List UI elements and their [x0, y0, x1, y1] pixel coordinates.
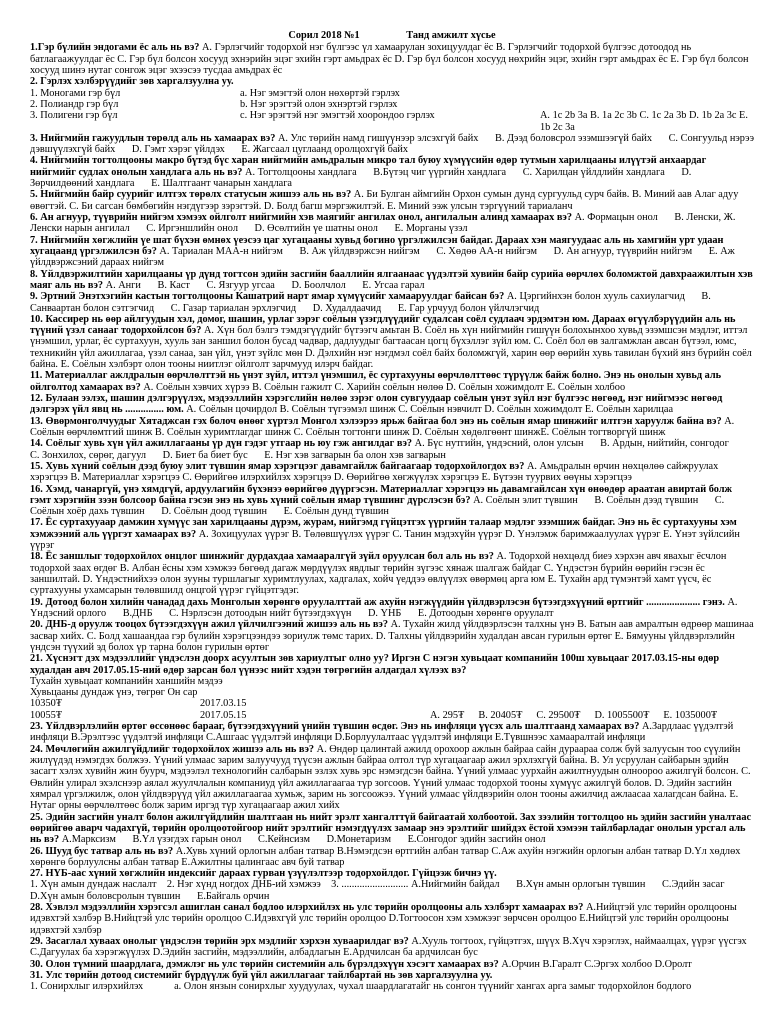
option-b[interactable]: B. Миний аав Алаг адуу өвөгтэй. [30, 189, 739, 212]
option-a[interactable]: A. Гэрлэгчийг тодорхой нэг бүлгээс үл хамаарулан зохицуулдаг ёс [202, 42, 494, 54]
option-c[interactable]: C. Болд хашаандаа гэр бүлийн хэрэгцээндээ зориулж төмс тарих. [86, 630, 374, 642]
option-d[interactable]: D. Ан агнуур, түүврийн нийгэм [553, 245, 693, 257]
option-a[interactable]: A. Соёлын өөрчлөмтгий шинж [30, 415, 735, 438]
question-text: 23. Үйлдвэрлэлийн өртөг өссөнөөс барааг, бүтээгдэхүүний үнийн түвшин өсдөг. Энэ нь инфляци үүсэх аль шалтгаанд хамаарах вэ? [30, 721, 640, 733]
question-18 [30, 551, 754, 596]
price-table [30, 698, 370, 709]
option-b[interactable]: B.Гаралт [542, 958, 582, 970]
option-d[interactable]: D. Соёлын хөдөлгөөнт шинжE. Соёлын тогтворгүй шинж [412, 426, 666, 438]
option-e[interactable]: E. Соёлын хэлбэрт олон тооны ниитлэг ойлголт зарчмууд илэрч байдаг. [60, 359, 374, 371]
question-text: 9. Эртний Энэтхэгийн кастын тогтолцооны Кашатрий нарт ямар хүмүүсийг хамааруулдаг байсан бэ? [30, 291, 505, 303]
option-c[interactable]: C. Сонгуульд нэрээ дэвшүүлэхгүй байх [30, 132, 754, 156]
question-text: 8. Үйлдвэржилтийн харилцааны үр дүнд тогтсон эдийн засгийн бааллийн ялгаанаас үүдэлтэй хувийн байр сурийа өөрчлөх боломжтой давхраажилтын хэв маяг аль нь вэ? [30, 268, 753, 291]
question-text: 7. Нийгмийн хөгжлийн үе шат бүхэн өмнөх үеэсээ цаг хугацааны хувьд богино үргэлжилсэн байдаг. Дараах хэн маягуудаас аль нь хамгийн урт удаан хугацаанд үргэлжилсэн бэ? [30, 234, 724, 257]
question-text: 12. Булаан ээлэх, шашин дэлгэрүүлэх, мэдээллийн хэрэгслийн нөлөө зэрэг олон сувгуудаар соёлын үнэт зүйл нэг бүлгээс нөгөөд, нэг нийгмээс нөгөөд дэлгэрэх үйл явц нь ............... юм. [30, 393, 723, 416]
option-e[interactable]: E. Соёлын холбоо [546, 381, 626, 393]
question-text: 10. Кассирер нь өөр айлгуудын хэл, домог, шашин, урлаг зэрэг соёлын үзэгдлүүдийг судалсан соёл судлаач эрдэмтэн юм. Дараах өгүүлбэрүүдийн аль нь түүний үзэл санааг тодорхойлсон бэ? [30, 313, 736, 337]
option-a[interactable]: A. Тогтолцооны хандлага [245, 166, 357, 178]
option-a[interactable]: A. Цэргийнхэн болон хууль сахиулагчид [506, 291, 685, 303]
question-text: 21. Хүснэгт дэх мэдээллийг үндэслэн доорх асуултын зөв хариултыг олно уу? Иргэн С нэгэн хувьцаат компанийн 100ш хувьцааг 2017.03.15-ны өдөр худалдан авч 2017.05.15-ний өдөр зарсан бол үүнээс нийт хэдэн төгрөгийн алдагдал хүлээх вэ? [30, 653, 720, 676]
option-e[interactable]: E. Морганы үзэл [394, 223, 468, 235]
option-d[interactable]: D. Соёлын хожимдолт [445, 381, 544, 393]
option-a[interactable]: A. 295₮ [430, 709, 465, 721]
option-b[interactable]: B.Үл үзэгдэх гарын онол [132, 834, 242, 846]
table-cell: 10350₮ [30, 698, 63, 710]
option-c[interactable]: C.Эргэх холбоо [584, 958, 652, 970]
option-c[interactable]: C. Гэр бүл болсон хосууд эхнэрийн эцэг эхийн гэрт амьдрах ёс [117, 53, 392, 65]
question-7 [30, 235, 754, 269]
option-c[interactable]: C. Би сагсан бөмбөгийн нэгдүгээр зэрэгтэй. [69, 200, 262, 212]
question-text: 26. Шууд бус татвар аль нь вэ? [30, 845, 174, 857]
option-e[interactable]: E. Гар урчууд болон үйлчлэгчид [397, 302, 540, 314]
question-text: 31. Улс төрийн дотоод системийг бүрдүүлж буй үйл ажиллагааг тайлбартай нь зөв харгалзуулна уу. [30, 969, 493, 981]
option-e[interactable]: E.Байгаль орчин [197, 890, 270, 902]
option-d[interactable]: D. Үндэстнийхээ олон зууны туршлагыг хуримтлуулах, хадгалах, хойч үеддээ өвлүүлэх өвөрмөц арга юм [82, 574, 546, 585]
option-d[interactable]: D. Соёлын хожимдолт [484, 404, 583, 416]
option-c[interactable]: C. Танин мэдэхүйн үүрэг [392, 528, 503, 540]
option-a[interactable]: A. Тариалан МАА-н нийгэм [159, 245, 283, 257]
match-left: 2. Полиандр гэр бүл [30, 98, 119, 110]
question-20 [30, 619, 754, 653]
question-28 [30, 902, 754, 936]
question-5 [30, 189, 754, 212]
option-b[interactable]: B.ДНБ [122, 607, 153, 619]
option-e[interactable]: E. Бямууны үйлдвэрлэлийн үндсэн түүхий эд болох үр тарна болон гурилын өртөг [30, 630, 735, 653]
question-text: 5. Нийгмийн байр суурийг илтгэх төрөлх статусын жишээ аль нь вэ? [30, 189, 352, 201]
option-d[interactable]: D. Өөрийгөө хөгжүүлэх хэрэгцээ [333, 472, 479, 484]
question-17 [30, 517, 754, 551]
option-e[interactable]: E. Нутаг орны өөрчлөлтөөс болж зарим иргэд түр хугацаагаар ажил хийх [30, 788, 739, 812]
question-text: 19. Дотоод болон хилийн чанадад дахь Монголын хөрөнгө оруулалттай аж ахуйн нэгжүүдийн үйлдвэрлэсэн бүтээгдэхүүний өртгийг ..................... гэнэ. [30, 596, 725, 608]
option-b[interactable]: B. 20405₮ [478, 709, 523, 721]
question-29 [30, 936, 754, 959]
option-c[interactable]: C. Соёлын нэвчилт [398, 404, 482, 416]
option-d[interactable]: D.Эдийн засгийн, мэдээллийн, албадлагын [152, 947, 341, 959]
option-c[interactable]: C.Кейнсизм [257, 834, 310, 846]
question-27 [30, 868, 754, 902]
option-b[interactable]: B. Соёлын дээд түвшин [594, 494, 699, 506]
option-d[interactable]: D. Боолчлол [291, 279, 346, 291]
option-d[interactable]: D.Борлуулалтаас үүдэлтэй инфляци [334, 732, 493, 744]
page-header [30, 30, 754, 41]
option-b[interactable]: B. Соёлын гажилт [252, 381, 332, 393]
question-9 [30, 291, 754, 314]
option-b[interactable]: B.Нийцтэй улс төрийн оролцоо [104, 913, 243, 925]
option-b[interactable]: B. Дээд боловсрол эзэмшээгүй байх [495, 132, 652, 144]
option-d[interactable]: D. Болд багш мэргэжилтэй. [263, 200, 385, 212]
question-text: 29. Засаглал хуваах онолыг үндэслэн төрийн эрх мэдлийг хэрхэн хуваарилдаг вэ? [30, 936, 409, 947]
option-e[interactable]: E. Үнэт зүйлсийн үүрэг [30, 528, 740, 552]
option-b[interactable]: B. Албан ёсны хэм хэмжээ бөгөөд дагаж мөрдүүлэх явдлыг төрийн зүгээс хянаж шалгаж байдаг [119, 562, 542, 574]
option-b[interactable]: B. Ленски, Ж. Ленски нарын ангилал [30, 212, 736, 235]
option-a[interactable]: A. Хүн бол бэлгэ тэмдэгүүдийг бүтээгч амьтан [203, 325, 411, 337]
table-title: Тухайн хувьцаат компанийн ханшийн мэдээ [30, 675, 223, 687]
option-a[interactable]: A. Бүс нутгийн, үндэсний, олон улсын [414, 438, 584, 450]
option-c[interactable]: C. Соёл бол өв залгамжлан авсан бүтээл, юмс, техникийн үйл ажиллагаа, үзэл санаа, зан үйл, үнэт зүйлс мөн [30, 336, 737, 359]
option-e[interactable]: E.Түвшнээс хамааралтай инфляци [494, 732, 646, 744]
question-text: 15. Хувь хүний соёлын дээд буюу элит түвшин ямар хэрэгцээг давамгайлж байгаагаар тодорхойлогдох вэ? [30, 460, 525, 472]
option-e[interactable]: E.Нийцтэй улс төрийн оролцооны идэвхтэй хэлбэр [30, 913, 729, 936]
option-b[interactable]: B.Хүн амын орлогын түвшин [516, 879, 646, 891]
table-header: Хувьцааны дундаж үнэ, төгрөг Он сар [30, 687, 198, 699]
option-a[interactable]: A.Хувь хүний орлогын албан татвар [175, 845, 335, 857]
option-d[interactable]: D. ҮНБ [367, 607, 402, 619]
option-c[interactable]: C. Харийн соёлын нөлөө [334, 381, 444, 393]
question-text: 17. Ёс суртахууаар дамжин хүмүүс зан харилцааны дүрэм, журам, нийгэмд гүйцэтгэх үүргийн талаар мэдлэг эзэмшиж байдаг. Энэ нь ёс суртахууны хэм хэмжээний аль үүргэт хамаарах вэ? [30, 517, 737, 540]
match-choices[interactable]: A. 1c 2b 3a B. 1a 2c 3b C. 1c 2a 3b D. 1b 2a 3c E. 1b 2c 3a [540, 110, 748, 133]
option-b[interactable]: B.Эрэлтээс үүдэлтэй инфляци [70, 732, 204, 744]
question-8 [30, 269, 754, 292]
question-4 [30, 155, 754, 189]
option-e[interactable]: E. Соёлын харилцаа [584, 404, 674, 416]
option-a[interactable]: A. Амьдралын өрчин нөхцөлөө сайжруулах хэрэгцээ [30, 460, 719, 484]
option-c[interactable]: C. Үндэстэн бүрийн өөрийн гэсэн ёс заншилтай. [30, 562, 705, 585]
option-b[interactable]: B. Батын аав амралтын өдрөөр машинаа засвар хийх. [30, 619, 754, 642]
option-a[interactable]: A. Анги [105, 279, 141, 291]
option-e[interactable]: E. Шалтгаант чанарын хандлага [151, 178, 292, 190]
option-d[interactable]: D.Хүн амын боловсролын түвшин [30, 890, 181, 902]
question-text: 14. Соёлыг хувь хүн үйл ажиллагааны үр дүн гэдэг утгаар нь юу гэж ангилдаг вэ? [30, 438, 413, 450]
match-right: c. Нэг эрэгтэй нэг эмэгтэй хоорондоо гэрлэх [240, 110, 435, 122]
option-b[interactable]: B. Ул усруулан сайбарын эдийн засагт хэлэх хувийн жин буурч, мэдээлэл технологийн салбарын эзлэх хувь эрс нэмэгдсэн байна. Үүний улмаас уурхайн ажилтнуудын олноороо ажилгүй болсон. [30, 755, 739, 778]
option-b[interactable]: B. Аж үйлдвэржсэн нийгэм [299, 245, 420, 257]
option-c[interactable]: C.Дагуулах ба хэрэгжүүлэх [30, 947, 151, 959]
option-a[interactable]: A.Орчин [501, 958, 540, 970]
option-b[interactable]: B. Ардын, нийтийн, сонгодог [600, 438, 729, 450]
option-a[interactable]: A. Тодорхой нөхцөлд биеэ хэрхэн авч явахыг ёсчлон тодорхой заах өгдөг [30, 551, 727, 574]
question-text: 20. ДНБ-д оруулж тооцох бүтээгдэхүүн ажил үйлчилгээний жишээ аль нь вэ? [30, 619, 388, 631]
question-12 [30, 393, 754, 416]
question-3 [30, 133, 754, 156]
question-text: 25. Эдийн засгийн уналт болон ажилгүйдлийн шалтгаан нь нийт эрэлт хангалттүй байгаатай холбоотой. Зах зээлийн тогтолцоо нь эдийн засгийн уналтаас өөрийгөө аварч чадахгүй, төрийн оролцоотойгоор нийт эрэлтийг нэмэгдүүлэх замаар энэ эрэлтийг шийдэх ёстой хэмээн тайлбарладаг онолын урсгал аль нь вэ? [30, 811, 752, 846]
exam-subtitle: Танд амжилт хүсье [406, 30, 496, 41]
question-6 [30, 212, 754, 235]
price-table-row [30, 710, 370, 721]
option-a[interactable]: A. Соёлын цочирдол [186, 404, 278, 416]
question-text: 1.Гэр бүлийн эндогами ёс аль нь вэ? [30, 42, 200, 54]
option-b[interactable]: B. Төлөвшүүлэх үүрэг [291, 528, 390, 540]
option-e[interactable]: E. Соёлын дунд түвшин [283, 506, 389, 518]
option-c[interactable]: C. Хөдөө АА-н нийгэм [436, 245, 538, 257]
match-left: 1. Моногами гэр бүл [30, 87, 121, 99]
option-d[interactable]: D.Оролт [654, 958, 692, 970]
question-text: 11. Материаллаг ажлдралын өөрчлөлттэй нь үнэт зүйл, иттэл үнэмшил, ёс суртахууны өөрчлөлттөөс түрүүлж байж болно. Энэ нь онолын хувьд аль ойлголтод хамаарах вэ? [30, 370, 722, 393]
question-16 [30, 484, 754, 518]
question-1 [30, 42, 754, 76]
question-19 [30, 597, 754, 620]
option-e[interactable]: E. Гэр бүл болсон хосууд шинэ нутаг сонгож эцэг эхээсээ тусдаа амьдрах ёс [30, 53, 749, 76]
option-a[interactable]: A.Хууль тогтоох, гүйцэтгэх, шүүх [411, 936, 560, 947]
option-d[interactable]: D. Биет ба биет бус [162, 449, 248, 461]
question-24 [30, 744, 754, 812]
option-e[interactable]: E. Дотоодын хөрөнгө оруулалт [417, 607, 554, 619]
option-b[interactable]: B. Соёл нь хүн нийгмийн гишүүн болохынхоо хувьд эзэмшсэн мэдлэг, иттэл үнэмшил, урлаг, ёс суртахуун, хууль зан заншил болон бусад чадвар, дадлуудыг багтаасан цогц бүхэллэг зүйл юм. [30, 325, 748, 348]
option-d[interactable]: D. Худалдаачид [312, 302, 382, 314]
option-a[interactable]: A. Формацын онол [574, 212, 658, 223]
fill-line: 1. Хүн амын дундаж наслалт 2. Нэг хүнд ногдох ДНБ-ий хэмжээ 3. .......................... [30, 879, 409, 891]
option-c[interactable]: C. Соёлын тогтонги шинж [293, 426, 410, 438]
question-14 [30, 438, 754, 461]
question-26 [30, 846, 754, 869]
option-e[interactable]: E. Миний ээж улсын тэргүүний тариаланч [386, 200, 573, 212]
question-2 [30, 76, 754, 133]
option-c[interactable]: C. Өөрийгөө илэрхийлэх хэрэгцээ [182, 472, 332, 484]
question-text: 2. Гэрлэх хэлбэрүүдийг зөв харгалзуулна уу. [30, 76, 234, 88]
option-c[interactable]: C. Газар тариалан эрхлэгчид [170, 302, 297, 314]
option-d[interactable]: D. Дэлхийн нэг нэгдмэл соёл байх боломжгүй, харин өөр өөрийн хувь тавилан бүхий янз бүрийн соёл байна. [30, 347, 752, 371]
option-b[interactable]: B.Бүтэц чиг үүргийн хандлага [373, 166, 507, 178]
question-text: 13. Өвөрмонголчуудыг Хятаджсан гэх болоч өнөөг хүртэл Монгол хэлээрээ ярьж байгаа бол энэ нь соёлын ямар шинжийг илтгэн харуулж байна вэ? [30, 415, 722, 427]
option-b[interactable]: B. Материаллаг хэрэгцээ [70, 472, 180, 484]
option-a[interactable]: A.Зардлаас үүдэлтэй инфляци [30, 721, 734, 744]
option-d[interactable]: D. Гэмт хэрэг үйлдэх [131, 144, 225, 156]
option-b[interactable]: B. Соёлын хуримтлагдаг шинж [154, 426, 292, 438]
option-e[interactable]: E.Ажилтны цалингаас авч буй татвар [181, 856, 345, 868]
option-a[interactable]: A.Марксизм [61, 834, 116, 846]
option-c[interactable]: C. Нэрлэсэн дотоодын нийт бүтээгдэхүүн [169, 607, 352, 619]
option-a[interactable]: A.Нийцтэй улс төрийн оролцооны идэвхтэй хэлбэр [30, 902, 737, 925]
question-11 [30, 370, 754, 393]
option-d[interactable]: D.Үл хөдлөх хөрөнгө борлуулсны албан татвар [30, 845, 741, 868]
option-a[interactable]: A. Үндэсний орлого [30, 596, 738, 619]
option-e[interactable]: E. Тухайн ард түмэнтэй хамт үүсч, ёс суртахууны ухамсарын төлөвшилд онцгой үүрэг гүйцэтгэдэг. [30, 574, 712, 597]
option-a[interactable]: A. Би Булган аймгийн Орхон сумын дунд сургуульд сурч байв. [353, 189, 630, 201]
table-cell: 10055₮ [30, 709, 63, 721]
option-a[interactable]: A. Зохицуулах үүрэг [198, 528, 290, 540]
question-text: 27. НҮБ-аас хүний хөгжлийн индексийг дараах гурван үзүүлэлтээр тодорхойлдог. Гүйцээж бичнэ үү. [30, 868, 497, 880]
question-text: 4. Нийгмийн тогтолцооны макро бүтэд бүс харан нийгмийн амьдралын микро тал буюу хүмүүсийн өдөр тутмын харилцааны илүүтэй анхаардаг нийгмийг судлах онолын хандлага аль нь вэ? [30, 155, 707, 178]
option-b[interactable]: B. Каст [157, 279, 190, 291]
option-e[interactable]: E.Ардчилсан ба ардчилсан бус [343, 947, 478, 959]
option-c[interactable]: C. Зонхилох, сөрөг, дагуул [30, 449, 147, 461]
option-c[interactable]: C. Язгуур угсаа [206, 279, 275, 291]
option-d[interactable]: D. Соёлын доод түвшин [161, 506, 268, 518]
question-text: 28. Хэвлэл мэдээллийн хэрэгсэл ашиглан санал бодлоо илэрхийлэх нь улс төрийн оролцооны аль хэлбэрт хамаарах вэ? [30, 902, 584, 914]
option-d[interactable]: D. Үнэлэмж баримжаалуулах үүрэг [504, 528, 661, 540]
question-25 [30, 812, 754, 846]
question-23 [30, 721, 754, 744]
option-b[interactable]: B. Соёлын түгээмэл шинж [279, 404, 396, 416]
option-c[interactable]: C.Идэвхгүй улс төрийн оролцоо [244, 913, 387, 925]
option-e[interactable]: E. Аж үйлдвэржсэний дараах нийгэм [30, 245, 735, 269]
question-text: 3. Нийгмийн гажуудлын төрөлд аль нь хамаарах вэ? [30, 132, 276, 144]
match-line: 1. Сонирхлыг илэрхийлэх a. Олон янзын сонирхлыг хуудуулах, чухал шаардлагатайг нь сонгон түүнийг хангах арга замыг тодорхойлон бодлого [30, 981, 692, 993]
option-d[interactable]: D.Тогтоосон хэм хэмжээг зөрчсөн оролцоо [388, 913, 577, 925]
option-b[interactable]: B.Нэмэгдсэн өртгийн албан татвар [336, 845, 489, 857]
option-a[interactable]: A. Соёлын хэвчих хүрээ [143, 381, 250, 393]
question-13 [30, 416, 754, 439]
option-c[interactable]: C.Эдийн засаг [662, 879, 725, 891]
exam-title: Сорил 2018 №1 [288, 30, 360, 41]
match-right: a. Нэг эмэгтэй олон нөхөртэй гэрлэх [240, 87, 400, 99]
option-d[interactable]: D.Монетаризм [326, 834, 391, 846]
question-21 [30, 653, 754, 721]
option-b[interactable]: B.Хүч хэрэглэх, наймаалцах, үүрэг үүсгэх [562, 936, 747, 947]
option-e[interactable]: E. Бүтээн туурвих өөүны хэрэгцээ [481, 472, 632, 484]
option-e[interactable]: E. Угсаа гарал [362, 279, 425, 291]
option-d[interactable]: D. Талхны үйлдвэрийн худалдан авсан гурилын өртөг [375, 630, 613, 642]
option-a[interactable]: A.Нийгмийн байдал [410, 879, 500, 891]
table-cell: 2017.03.15 [200, 698, 247, 710]
option-d[interactable]: D. 1005500₮ [594, 709, 650, 721]
option-e[interactable]: E. Нэг хэв загварын ба олон хэв загварын [264, 449, 446, 461]
table-cell: 2017.05.15 [200, 709, 247, 721]
question-text: 16. Хэмд, чанаргүй, үнэ хямдгүй, ардуулагийн бүхэнээ өөрийгөө дүүргэсэн. Материаллаг хэрэгцээ нь давамгайлсан хүн өнөөдөр араатан авиртай болж гэмт хэрэгийн зээн болсоор байна гэсэн энэ нь хувь хүний соёлын ямар түвшинг дүрслэсэн бэ? [30, 483, 733, 506]
question-text: 30. Олон түмний шаардлага, дэмжлэг нь улс төрийн системийн аль бүрэлдэхүүн хэсэгт хамаарах вэ? [30, 958, 499, 970]
option-d[interactable]: D. Эдийн засгийн хямрал үргэлжилж, олон үйлдвэрүүд үйл ажиллагаагаа хумьж, зарим нь зогсоожээ. Үүний улмаас үйлдвэрийн олон тооны ажилчид ажлаасаа халагдсан байна. [30, 777, 732, 800]
option-b[interactable]: B. Санваартан болон сэтгэгчид [30, 291, 711, 314]
match-left: 3. Полигени гэр бүл [30, 110, 118, 122]
option-c[interactable]: C. Иргэншлийн онол [146, 223, 238, 235]
option-c[interactable]: C. 29500₮ [536, 709, 581, 721]
option-c[interactable]: C. Өвлийн улирал эхэлснээр аялал жуулчлалын компаниуд үйл ажиллагаагаа түр зогсоов. Үүний улмаас тодорхой тооны хүмүүс ажилгүй болов. [30, 766, 751, 789]
option-a[interactable]: A. Соёлын элит түвшин [473, 494, 578, 506]
option-d[interactable]: D. Гэр бүл болсон хосууд нөхрийн эцэг, эхийн гэрт амьдрах ёс [394, 53, 668, 65]
option-a[interactable]: A. Улс төрийн намд гишүүнээр элсэхгүй байх [277, 132, 479, 144]
question-30 [30, 959, 754, 970]
option-c[interactable]: C.Аж ахуйн нэгжийн орлогын албан татвар [491, 845, 682, 857]
question-text: 6. Ан агнуур, түүврийн нийгэм хэмээх ойлголт нийгмийн хэв маягийг ангилах онол, ангилалын алинд хамаарах вэ? [30, 212, 573, 223]
option-d[interactable]: D. Өсөлтийн үе шатны онол [254, 223, 378, 235]
option-a[interactable]: A. Тухайн жилд үйлдвэрлэсэн талхны үнэ [390, 619, 575, 631]
option-d[interactable]: D. Зөрчилдөөний хандлага [30, 166, 692, 190]
option-e[interactable]: E.Сонгодог эдийн засгийн онол [407, 834, 546, 846]
question-31 [30, 970, 754, 993]
option-b[interactable]: B. Гэрлэгчийг тодорхой бүлгээс дотоодод нь батлагаажуулдаг ёс [30, 42, 692, 65]
question-text: 18. Ёс заншлыг тодорхойлох онцлог шинжийг дурдахдаа хамааралгүй зүйл оруулсан бол аль нь вэ? [30, 551, 494, 563]
option-a[interactable]: A. Өндөр цалинтай ажилд орохоор ажлын байраа сайн дураараа солж буй залуусын тоо сүүлийн жилүүдэд нэмэгдэх болжээ. Үүний улмаас зарим залуучууд түүсэн ажлын байраа олтол түр хугацаагаар ажил эрхлэхгүй байна. [30, 743, 741, 766]
question-15 [30, 461, 754, 484]
option-e[interactable]: E. Жагсаал цуглаанд оролцохгүй байх [241, 144, 409, 156]
option-c[interactable]: C. Соёлын хоёр дахь түвшин [30, 494, 725, 518]
match-right: b. Нэг эрэгтэй олон эхнэртэй гэрлэх [240, 98, 398, 110]
question-text: 24. Мөчлөгийн ажилгүйдлийг тодорхойлох жишээ аль нь вэ? [30, 743, 315, 755]
option-c[interactable]: C.Ашгаас үүдэлтэй инфляци [206, 732, 333, 744]
option-e[interactable]: E. 1035000₮ [663, 709, 718, 721]
option-c[interactable]: C. Харилцан үйлдлийн хандлага [522, 166, 665, 178]
question-10 [30, 314, 754, 371]
